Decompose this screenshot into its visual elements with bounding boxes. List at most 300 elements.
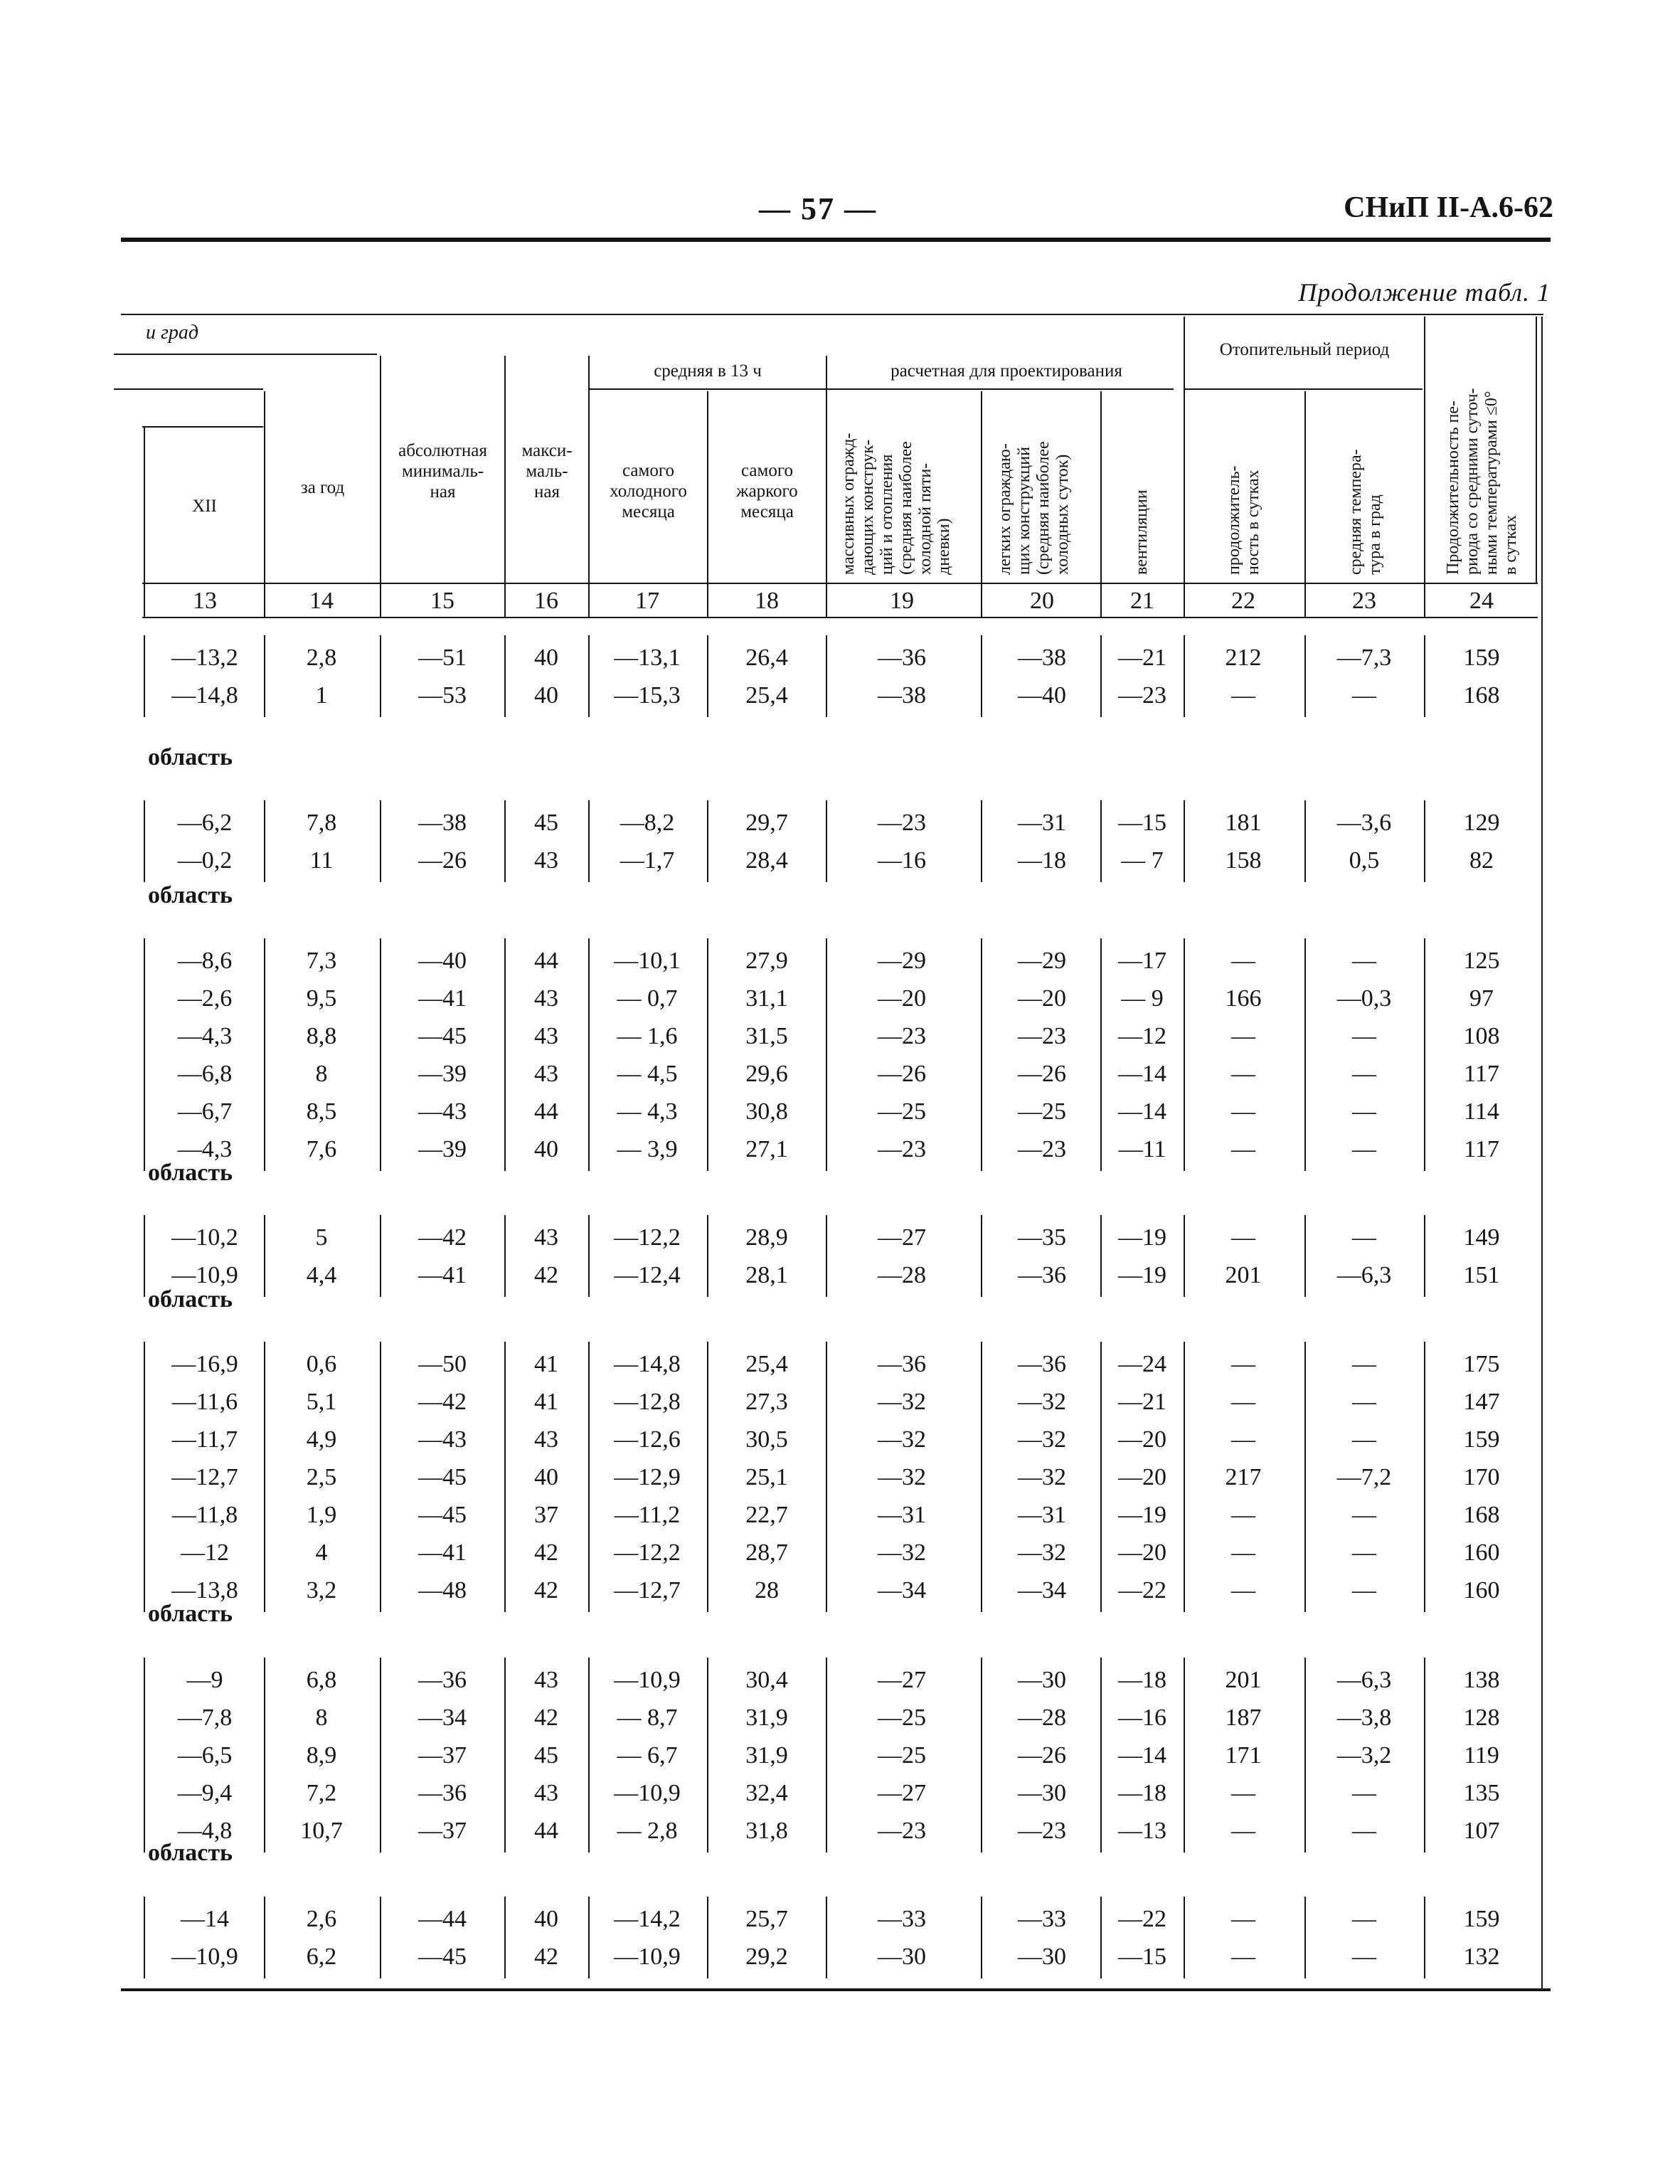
table-cell-col-23: — (1352, 1136, 1376, 1162)
table-cell-col-16: 43 (534, 1780, 558, 1806)
header-col-24: Продолжительность пе- риода со средними суточ- ными температурами ≤0° в сутках (1444, 388, 1520, 575)
table-cell-col-15: —53 (418, 682, 467, 709)
table-cell-col-20: —26 (1018, 1061, 1066, 1087)
table-cell-col-21: —11 (1118, 1136, 1166, 1162)
table-cell-col-13: —11,7 (171, 1426, 238, 1453)
table-cell-col-21: — 7 (1121, 847, 1164, 874)
table-cell-col-13: —0,2 (177, 847, 233, 874)
table-cell-col-18: 31,1 (745, 985, 788, 1012)
table-cell-col-16: 41 (534, 1351, 558, 1377)
table-cell-col-15: —42 (418, 1389, 467, 1415)
table-cell-col-15: —39 (418, 1136, 467, 1162)
table-cell-col-21: —18 (1118, 1667, 1166, 1693)
table-cell-col-21: —24 (1118, 1351, 1166, 1377)
table-cell-col-15: —45 (418, 1023, 467, 1049)
table-cell-col-17: —13,1 (614, 645, 681, 671)
table-cell-col-24: 97 (1469, 985, 1494, 1012)
table-cell-col-19: —36 (878, 645, 926, 671)
table-cell-col-15: —40 (418, 948, 467, 974)
table-cell-col-13: —13,8 (171, 1577, 238, 1603)
table-cell-col-17: —10,1 (614, 948, 681, 974)
table-cell-col-23: — (1352, 1023, 1376, 1049)
header-fragment: и град (146, 322, 199, 344)
table-cell-col-19: —25 (878, 1098, 926, 1125)
table-cell-col-13: —10,2 (171, 1224, 238, 1251)
table-cell-col-23: —7,2 (1336, 1464, 1392, 1490)
table-bottom-rule (121, 1988, 1551, 1991)
header-col-19: массивных огражд- дающих конструк- ций и отопления (средняя наиболее холодной пяти- дневки) (839, 433, 954, 575)
page-number: — 57 — (759, 191, 877, 226)
table-cell-col-23: — (1352, 1539, 1376, 1566)
table-cell-col-22: — (1231, 1061, 1255, 1087)
table-cell-col-16: 41 (534, 1389, 558, 1415)
table-cell-col-21: —21 (1118, 1389, 1166, 1415)
table-cell-col-19: —32 (878, 1389, 926, 1415)
table-cell-col-23: — (1352, 1502, 1376, 1528)
table-cell-col-17: —12,9 (614, 1464, 681, 1490)
header-group-design: расчетная для проектирования (890, 361, 1122, 381)
table-cell-col-17: — 4,3 (617, 1098, 678, 1125)
table-cell-col-16: 43 (534, 985, 558, 1012)
table-cell-col-15: —26 (418, 847, 467, 874)
header-col-23: средняя темпера- тура в град (1346, 449, 1384, 575)
table-cell-col-23: — (1352, 682, 1376, 709)
table-cell-col-17: —11,2 (614, 1502, 681, 1528)
table-cell-col-21: — 9 (1121, 985, 1164, 1012)
table-cell-col-14: 7,2 (306, 1780, 337, 1806)
table-cell-col-18: 25,4 (745, 1351, 788, 1377)
table-cell-col-22: — (1231, 1780, 1255, 1806)
table-cell-col-24: 147 (1463, 1389, 1500, 1415)
table-cell-col-17: — 8,7 (617, 1705, 678, 1731)
table-cell-col-14: 10,7 (300, 1818, 343, 1844)
table-cell-col-13: —14,8 (171, 682, 238, 709)
table-cell-col-21: —23 (1118, 682, 1166, 709)
table-cell-col-14: 7,6 (306, 1136, 337, 1162)
table-cell-col-22: — (1231, 1098, 1255, 1125)
table-cell-col-20: —25 (1018, 1098, 1066, 1125)
table-cell-col-24: 117 (1464, 1061, 1499, 1087)
table-cell-col-20: —30 (1018, 1944, 1066, 1970)
table-cell-col-21: —20 (1118, 1426, 1166, 1453)
table-cell-col-23: — (1352, 1061, 1376, 1087)
table-cell-col-23: — (1352, 1944, 1376, 1970)
table-cell-col-14: 4 (315, 1539, 328, 1566)
table-cell-col-21: —22 (1118, 1577, 1166, 1603)
table-cell-col-22: — (1231, 1136, 1255, 1162)
table-cell-col-17: — 0,7 (617, 985, 678, 1012)
table-cell-col-14: 7,3 (306, 948, 337, 974)
table-cell-col-20: —36 (1018, 1351, 1066, 1377)
table-cell-col-13: —9,4 (177, 1780, 233, 1806)
table-cell-col-21: —20 (1118, 1539, 1166, 1566)
table-cell-col-14: 1,9 (306, 1502, 337, 1528)
table-cell-col-24: 175 (1463, 1351, 1500, 1377)
header-col-13: XII (192, 497, 217, 516)
table-cell-col-18: 31,9 (745, 1705, 788, 1731)
table-cell-col-19: —30 (878, 1944, 926, 1970)
table-cell-col-23: — (1352, 948, 1376, 974)
table-cell-col-20: —26 (1018, 1742, 1066, 1769)
table-cell-col-20: —28 (1018, 1705, 1066, 1731)
table-cell-col-20: —35 (1018, 1224, 1066, 1251)
table-cell-col-19: —29 (878, 948, 926, 974)
column-number-20: 20 (1030, 588, 1054, 614)
header-col-16: макси- маль- ная (521, 441, 573, 502)
table-cell-col-20: —31 (1018, 1502, 1066, 1528)
region-label: область (148, 1601, 233, 1627)
table-cell-col-13: —2,6 (177, 985, 233, 1012)
table-cell-col-14: 8 (315, 1061, 328, 1087)
table-cell-col-15: —44 (418, 1906, 467, 1932)
table-cell-col-15: —43 (418, 1426, 467, 1453)
table-cell-col-16: 42 (534, 1944, 558, 1970)
table-cell-col-23: —6,3 (1336, 1667, 1392, 1693)
table-cell-col-20: —38 (1018, 645, 1066, 671)
table-cell-col-19: —23 (878, 810, 926, 836)
table-cell-col-15: —37 (418, 1818, 467, 1844)
table-cell-col-16: 43 (534, 1426, 558, 1453)
table-cell-col-22: 171 (1225, 1742, 1262, 1769)
table-cell-col-22: — (1231, 1577, 1255, 1603)
table-cell-col-13: —6,8 (177, 1061, 233, 1087)
table-cell-col-19: —27 (878, 1780, 926, 1806)
table-cell-col-18: 22,7 (745, 1502, 788, 1528)
table-cell-col-17: — 6,7 (617, 1742, 678, 1769)
table-cell-col-22: — (1231, 1539, 1255, 1566)
table-cell-col-16: 43 (534, 1667, 558, 1693)
table-cell-col-18: 26,4 (745, 645, 788, 671)
table-cell-col-18: 27,3 (745, 1389, 788, 1415)
table-cell-col-16: 45 (534, 1742, 558, 1769)
table-cell-col-22: — (1231, 1426, 1255, 1453)
table-cell-col-23: —3,6 (1336, 810, 1392, 836)
table-cell-col-21: —19 (1118, 1262, 1166, 1288)
table-cell-col-16: 45 (534, 810, 558, 836)
table-cell-col-18: 25,7 (745, 1906, 788, 1932)
table-cell-col-16: 40 (534, 682, 558, 709)
column-number-15: 15 (430, 588, 454, 614)
table-cell-col-17: —10,9 (614, 1667, 681, 1693)
table-cell-col-19: —23 (878, 1136, 926, 1162)
table-cell-col-15: —41 (418, 1539, 467, 1566)
table-cell-col-13: —6,2 (177, 810, 233, 836)
header-col-20: легких ограждаю- щих конструкций (средняя наиболее холодных суток) (996, 441, 1072, 575)
table-cell-col-22: — (1231, 1818, 1255, 1844)
table-cell-col-14: 4,9 (306, 1426, 337, 1453)
table-cell-col-24: 160 (1463, 1539, 1500, 1566)
table-cell-col-13: —12 (181, 1539, 229, 1566)
column-number-13: 13 (193, 588, 217, 614)
table-cell-col-24: 149 (1463, 1224, 1500, 1251)
table-cell-col-17: — 1,6 (617, 1023, 678, 1049)
table-cell-col-24: 159 (1463, 1906, 1500, 1932)
table-cell-col-19: —32 (878, 1464, 926, 1490)
table-cell-col-18: 25,1 (745, 1464, 788, 1490)
table-cell-col-20: —40 (1018, 682, 1066, 709)
region-label: область (148, 1286, 233, 1313)
table-cell-col-23: — (1352, 1577, 1376, 1603)
table-cell-col-20: —32 (1018, 1539, 1066, 1566)
table-cell-col-21: —13 (1118, 1818, 1166, 1844)
table-cell-col-15: —45 (418, 1944, 467, 1970)
table-cell-col-23: — (1352, 1389, 1376, 1415)
table-cell-col-13: —13,2 (171, 645, 238, 671)
table-cell-col-19: —25 (878, 1742, 926, 1769)
table-cell-col-13: —8,6 (177, 948, 233, 974)
table-cell-col-14: 8 (315, 1705, 328, 1731)
table-cell-col-16: 37 (534, 1502, 558, 1528)
table-cell-col-17: — 2,8 (617, 1818, 678, 1844)
table-cell-col-20: —31 (1018, 810, 1066, 836)
table-cell-col-20: —20 (1018, 985, 1066, 1012)
table-cell-col-14: 0,6 (306, 1351, 337, 1377)
region-label: область (148, 1840, 233, 1866)
table-cell-col-15: —37 (418, 1742, 467, 1769)
table-cell-col-19: —32 (878, 1426, 926, 1453)
table-cell-col-22: — (1231, 948, 1255, 974)
table-cell-col-19: —25 (878, 1705, 926, 1731)
header-col-17: самого холодного месяца (610, 461, 687, 521)
column-number-23: 23 (1352, 588, 1376, 614)
table-cell-col-24: 135 (1463, 1780, 1500, 1806)
table-cell-col-24: 125 (1463, 948, 1500, 974)
document-code: СНиП II-А.6-62 (1344, 191, 1553, 224)
table-cell-col-24: 132 (1463, 1944, 1500, 1970)
table-cell-col-17: —10,9 (614, 1944, 681, 1970)
table-cell-col-24: 168 (1463, 682, 1500, 709)
table-cell-col-14: 8,9 (306, 1742, 337, 1769)
table-cell-col-18: 30,5 (745, 1426, 788, 1453)
table-cell-col-19: —23 (878, 1023, 926, 1049)
table-cell-col-20: —32 (1018, 1389, 1066, 1415)
table-cell-col-17: —12,2 (614, 1224, 681, 1251)
table-cell-col-21: —22 (1118, 1906, 1166, 1932)
table-cell-col-14: 3,2 (306, 1577, 337, 1603)
table-cell-col-20: —23 (1018, 1023, 1066, 1049)
region-label: область (148, 1160, 233, 1186)
table-cell-col-22: 201 (1225, 1262, 1262, 1288)
table-cell-col-15: —50 (418, 1351, 467, 1377)
table-cell-col-20: —32 (1018, 1426, 1066, 1453)
table-cell-col-14: 8,5 (306, 1098, 337, 1125)
table-cell-col-21: —19 (1118, 1502, 1166, 1528)
table-cell-col-19: —32 (878, 1539, 926, 1566)
column-number-17: 17 (635, 588, 659, 614)
table-cell-col-15: —48 (418, 1577, 467, 1603)
table-cell-col-21: —15 (1118, 810, 1166, 836)
table-cell-col-21: —16 (1118, 1705, 1166, 1731)
table-cell-col-19: —28 (878, 1262, 926, 1288)
table-cell-col-17: — 3,9 (617, 1136, 678, 1162)
table-cell-col-13: —9 (186, 1667, 223, 1693)
table-cell-col-17: —1,7 (620, 847, 675, 874)
table-cell-col-21: —14 (1118, 1098, 1166, 1125)
table-cell-col-23: —3,8 (1336, 1705, 1392, 1731)
table-cell-col-14: 11 (309, 847, 334, 874)
table-cell-col-14: 2,5 (306, 1464, 337, 1490)
table-cell-col-17: —12,7 (614, 1577, 681, 1603)
table-cell-col-24: 159 (1463, 645, 1500, 671)
table-cell-col-23: — (1352, 1780, 1376, 1806)
table-cell-col-24: 107 (1463, 1818, 1500, 1844)
table-cell-col-22: 212 (1225, 645, 1262, 671)
table-cell-col-19: —33 (878, 1906, 926, 1932)
table-cell-col-13: —7,8 (177, 1705, 233, 1731)
table-cell-col-23: 0,5 (1349, 847, 1380, 874)
table-cell-col-22: — (1231, 1351, 1255, 1377)
table-cell-col-13: —10,9 (171, 1262, 238, 1288)
table-cell-col-17: —12,2 (614, 1539, 681, 1566)
table-cell-col-20: —32 (1018, 1464, 1066, 1490)
table-cell-col-16: 40 (534, 1464, 558, 1490)
table-cell-col-14: 2,6 (306, 1906, 337, 1932)
region-label: область (148, 882, 233, 908)
table-cell-col-23: — (1352, 1224, 1376, 1251)
table-cell-col-16: 43 (534, 1061, 558, 1087)
table-cell-col-18: 28,1 (745, 1262, 788, 1288)
table-cell-col-17: — 4,5 (617, 1061, 678, 1087)
table-cell-col-24: 128 (1463, 1705, 1500, 1731)
table-cell-col-19: —38 (878, 682, 926, 709)
table-cell-col-15: —38 (418, 810, 467, 836)
table-cell-col-22: 201 (1225, 1667, 1262, 1693)
table-cell-col-13: —12,7 (171, 1464, 238, 1490)
table-cell-col-16: 40 (534, 1136, 558, 1162)
table-cell-col-13: —11,8 (171, 1502, 238, 1528)
table-cell-col-19: —16 (878, 847, 926, 874)
table-cell-col-14: 2,8 (306, 645, 337, 671)
table-cell-col-22: — (1231, 682, 1255, 709)
table-cell-col-16: 43 (534, 1023, 558, 1049)
table-cell-col-23: — (1352, 1426, 1376, 1453)
header-group-heating-period: Отопительный период (1219, 340, 1390, 359)
table-cell-col-16: 42 (534, 1577, 558, 1603)
table-cell-col-19: —31 (878, 1502, 926, 1528)
table-cell-col-14: 4,4 (306, 1262, 337, 1288)
column-number-16: 16 (534, 588, 558, 614)
table-cell-col-13: —4,3 (177, 1136, 233, 1162)
table-cell-col-21: —14 (1118, 1742, 1166, 1769)
table-cell-col-23: —6,3 (1336, 1262, 1392, 1288)
table-cell-col-15: —45 (418, 1502, 467, 1528)
table-cell-col-14: 9,5 (306, 985, 337, 1012)
table-cell-col-18: 30,4 (745, 1667, 788, 1693)
table-cell-col-16: 40 (534, 645, 558, 671)
table-cell-col-24: 119 (1464, 1742, 1499, 1769)
table-cell-col-14: 5,1 (306, 1389, 337, 1415)
table-cell-col-13: —4,8 (177, 1818, 233, 1844)
table-cell-col-22: — (1231, 1502, 1255, 1528)
table-cell-col-13: —11,6 (171, 1389, 238, 1415)
header-group-mean-13h: средняя в 13 ч (654, 361, 762, 381)
table-cell-col-22: — (1231, 1906, 1255, 1932)
table-cell-col-23: —7,3 (1336, 645, 1392, 671)
header-col-14: за год (300, 478, 345, 497)
table-cell-col-15: —34 (418, 1705, 467, 1731)
header-col-21: вентиляции (1132, 489, 1151, 575)
table-cell-col-19: —20 (878, 985, 926, 1012)
table-cell-col-24: 117 (1464, 1136, 1499, 1162)
table-cell-col-18: 32,4 (745, 1780, 788, 1806)
table-cell-col-15: —45 (418, 1464, 467, 1490)
column-number-21: 21 (1130, 588, 1154, 614)
table-cell-col-22: 181 (1225, 810, 1262, 836)
table-cell-col-18: 28,7 (745, 1539, 788, 1566)
table-cell-col-21: —18 (1118, 1780, 1166, 1806)
table-cell-col-17: —8,2 (620, 810, 675, 836)
table-cell-col-16: 43 (534, 1224, 558, 1251)
table-cell-col-16: 44 (534, 948, 558, 974)
table-cell-col-14: 7,8 (306, 810, 337, 836)
header-col-18: самого жаркого месяца (736, 461, 798, 521)
table-cell-col-13: —4,3 (177, 1023, 233, 1049)
table-cell-col-19: —26 (878, 1061, 926, 1087)
table-cell-col-13: —10,9 (171, 1944, 238, 1970)
table-cell-col-24: 160 (1463, 1577, 1500, 1603)
table-cell-col-21: —14 (1118, 1061, 1166, 1087)
table-cell-col-21: —20 (1118, 1464, 1166, 1490)
table-cell-col-14: 1 (315, 682, 328, 709)
table-cell-col-21: —15 (1118, 1944, 1166, 1970)
table-cell-col-17: —14,8 (614, 1351, 681, 1377)
table-cell-col-24: 168 (1463, 1502, 1500, 1528)
table-cell-col-20: —29 (1018, 948, 1066, 974)
table-cell-col-18: 31,5 (745, 1023, 788, 1049)
table-cell-col-14: 5 (315, 1224, 328, 1251)
table-cell-col-17: —12,4 (614, 1262, 681, 1288)
column-number-22: 22 (1231, 588, 1255, 614)
table-cell-col-15: —36 (418, 1667, 467, 1693)
table-cell-col-21: —12 (1118, 1023, 1166, 1049)
table-cell-col-21: —17 (1118, 948, 1166, 974)
table-cell-col-20: —30 (1018, 1780, 1066, 1806)
table-cell-col-20: —36 (1018, 1262, 1066, 1288)
table-cell-col-16: 40 (534, 1906, 558, 1932)
table-cell-col-24: 129 (1463, 810, 1500, 836)
table-cell-col-22: 187 (1225, 1705, 1262, 1731)
table-cell-col-18: 29,2 (745, 1944, 788, 1970)
table-cell-col-14: 6,8 (306, 1667, 337, 1693)
header-col-22: продолжитель- ность в сутках (1225, 465, 1262, 575)
table-cell-col-24: 170 (1463, 1464, 1500, 1490)
table-cell-col-20: —30 (1018, 1667, 1066, 1693)
table-cell-col-19: —36 (878, 1351, 926, 1377)
table-cell-col-23: — (1352, 1351, 1376, 1377)
table-cell-col-20: —23 (1018, 1136, 1066, 1162)
table-cell-col-22: 217 (1225, 1464, 1262, 1490)
table-cell-col-16: 42 (534, 1705, 558, 1731)
table-cell-col-18: 28,9 (745, 1224, 788, 1251)
table-cell-col-21: —19 (1118, 1224, 1166, 1251)
table-cell-col-18: 31,9 (745, 1742, 788, 1769)
table-cell-col-13: —14 (181, 1906, 229, 1932)
table-cell-col-22: — (1231, 1224, 1255, 1251)
table-cell-col-13: —6,5 (177, 1742, 233, 1769)
table-cell-col-15: —42 (418, 1224, 467, 1251)
table-cell-col-18: 27,1 (745, 1136, 788, 1162)
table-cell-col-24: 138 (1463, 1667, 1500, 1693)
table-cell-col-23: —3,2 (1336, 1742, 1392, 1769)
table-cell-col-17: —10,9 (614, 1780, 681, 1806)
header-col-15: абсолютная минималь- ная (398, 441, 487, 502)
table-cell-col-20: —33 (1018, 1906, 1066, 1932)
table-continuation-caption: Продолжение табл. 1 (1298, 278, 1551, 307)
table-cell-col-23: — (1352, 1098, 1376, 1125)
table-cell-col-22: — (1231, 1944, 1255, 1970)
region-label: область (148, 744, 233, 770)
table-cell-col-14: 6,2 (306, 1944, 337, 1970)
